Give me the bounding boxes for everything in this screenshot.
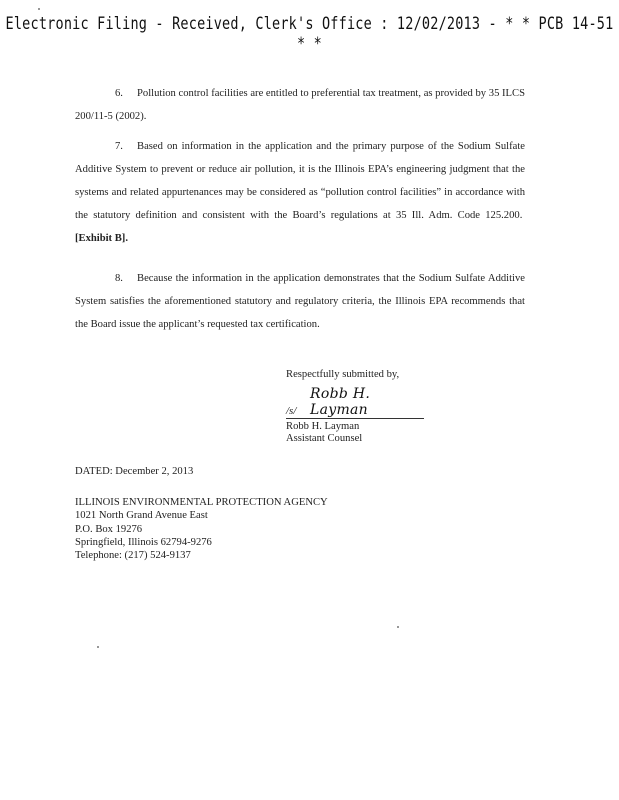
paragraph-number: 8. <box>115 273 123 284</box>
exhibit-reference: [Exhibit B]. <box>75 233 128 244</box>
agency-street: 1021 North Grand Avenue East <box>75 510 208 522</box>
signature-block <box>286 369 424 445</box>
signer-title: Assistant Counsel <box>286 433 363 444</box>
electronic-filing-stamp: Electronic Filing - Received, Clerk's Office : 12/02/2013 - * * PCB 14-51 * * <box>5 14 614 54</box>
scan-speck <box>97 646 99 648</box>
paragraph-text: Pollution control facilities are entitled to preferential tax treatment, as provided by 35 ILCS 200/11-5 (2002). <box>75 88 525 122</box>
agency-phone: Telephone: (217) 524-9137 <box>75 550 191 562</box>
dated-line: DATED: December 2, 2013 <box>75 466 194 477</box>
scan-speck <box>397 626 399 628</box>
electronic-signature-prefix: /s/ <box>286 405 297 417</box>
paragraph-number: 7. <box>115 141 123 152</box>
closing-line: Respectfully submitted by, <box>286 369 400 380</box>
paragraph-6 <box>75 82 525 128</box>
agency-address-block <box>75 496 328 562</box>
signature-line <box>286 386 424 419</box>
scan-speck <box>38 8 40 10</box>
paragraph-text: Because the information in the application demonstrates that the Sodium Sulfate Additive System satisfies the aforementioned statutory and regulatory criteria, the Illinois EPA recommends that the Board issue the applicant’s requested tax certification. <box>75 273 525 330</box>
agency-po-box: P.O. Box 19276 <box>75 523 143 535</box>
signer-name: Robb H. Layman <box>286 421 360 432</box>
agency-name: ILLINOIS ENVIRONMENTAL PROTECTION AGENCY <box>75 497 328 508</box>
paragraph-7 <box>75 135 525 250</box>
agency-city: Springfield, Illinois 62794-9276 <box>75 536 212 548</box>
paragraph-number: 6. <box>115 88 123 99</box>
handwritten-signature: Robb H. Layman <box>310 386 371 418</box>
paragraph-text: Based on information in the application and the primary purpose of the Sodium Sulfate Additive System to prevent or reduce air pollution, it is the Illinois EPA’s engineering judgment that the systems and related appurtenances may be considered as “pollution control facilities” in accordance with the statutory definition and consistent with the Board’s regulations at 35 Ill. Adm. Code 125.200. <box>75 141 525 221</box>
paragraph-8 <box>75 267 525 336</box>
